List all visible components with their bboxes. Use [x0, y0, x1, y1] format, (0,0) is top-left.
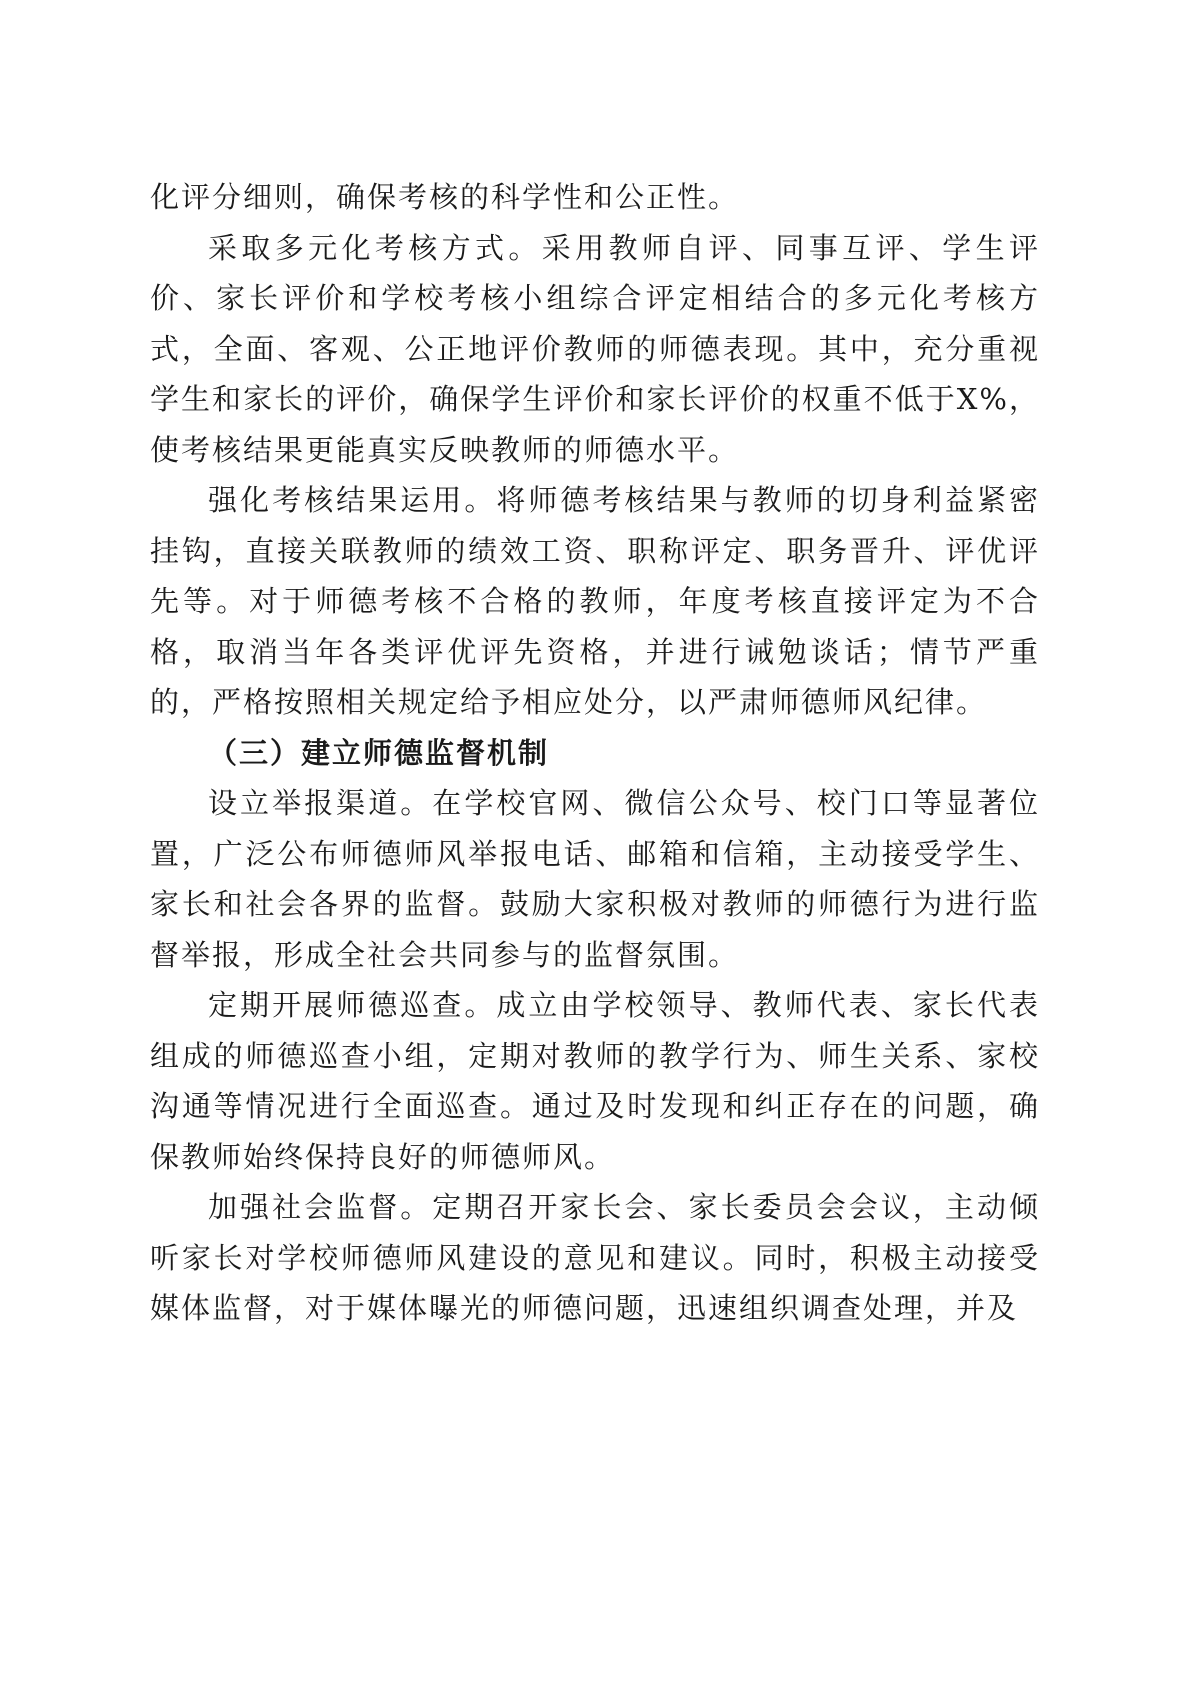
paragraph-continuation: 化评分细则，确保考核的科学性和公正性。: [150, 180, 740, 214]
paragraph-reporting-channels: 设立举报渠道。在学校官网、微信公众号、校门口等显著位置，广泛公布师德师风举报电话、邮箱和信箱，主动接受学生、家长和社会各界的监督。鼓励大家积极对教师的师德行为进行监督举报，形成全社会共同参与的监督氛围。: [150, 786, 1040, 972]
paragraph-inspection: 定期开展师德巡查。成立由学校领导、教师代表、家长代表组成的师德巡查小组，定期对教师的教学行为、师生关系、家校沟通等情况进行全面巡查。通过及时发现和纠正存在的问题，确保教师始终保持良好的师德师风。: [150, 988, 1040, 1174]
paragraph-assessment-results: 强化考核结果运用。将师德考核结果与教师的切身利益紧密挂钩，直接关联教师的绩效工资、职称评定、职务晋升、评优评先等。对于师德考核不合格的教师，年度考核直接评定为不合格，取消当年各类评优评先资格，并进行诫勉谈话；情节严重的，严格按照相关规定给予相应处分，以严肃师德师风纪律。: [150, 483, 1040, 719]
paragraph-assessment-methods: 采取多元化考核方式。采用教师自评、同事互评、学生评价、家长评价和学校考核小组综合评定相结合的多元化考核方式，全面、客观、公正地评价教师的师德表现。其中，充分重视学生和家长的评价，确保学生评价和家长评价的权重不低于X%，使考核结果更能真实反映教师的师德水平。: [150, 230, 1040, 467]
document-body: [150, 172, 1040, 1334]
section-heading: （三）建立师德监督机制: [208, 735, 550, 770]
paragraph-social-supervision: 加强社会监督。定期召开家长会、家长委员会会议，主动倾听家长对学校师德师风建设的意见和建议。同时，积极主动接受媒体监督，对于媒体曝光的师德问题，迅速组织调查处理，并及: [150, 1190, 1040, 1325]
